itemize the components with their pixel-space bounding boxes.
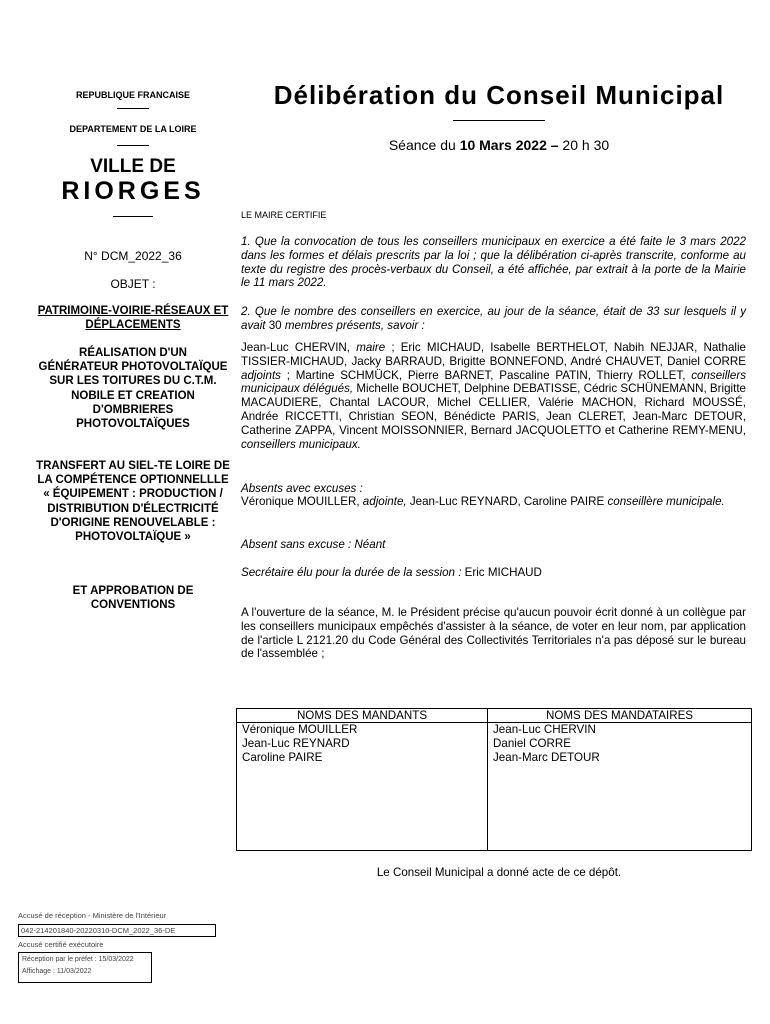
receipt-prefet: Réception par le préfet : 15/03/2022 — [22, 956, 134, 963]
divider — [30, 108, 236, 109]
presents-part: ; Eric MICHAUD, Isabelle BERTHELOT, Nabih NEJJAR, Nathalie TISSIER-MICHAUD, Jacky BARRAUD, Brigitte BONNEFOND, André CHAUVET, Daniel CORRE — [241, 341, 746, 368]
secretaire-name: Eric MICHAUD — [464, 566, 542, 579]
objet-subject-2: TRANSFERT AU SIEL-TE LOIRE DE LA COMPÉTENCE OPTIONNELLLE « ÉQUIPEMENT : PRODUCTION / DISTRIBUTION D'ÉLECTRICITÉ D'ORIGINE RENOUVELABLE : PHOTOVOLTAÏQUE » — [36, 460, 230, 544]
departement-label: DEPARTEMENT DE LA LOIRE — [69, 124, 197, 134]
absents-part: Véronique MOUILLER, — [241, 495, 363, 508]
presents-part: ; Martine SCHMÜCK, Pierre BARNET, Pascaline PATIN, Thierry ROLLET, — [280, 368, 692, 382]
presents-part: Jean-Luc CHERVIN, — [241, 341, 357, 354]
mandants-cell — [237, 723, 488, 851]
presents-list — [241, 341, 746, 451]
role-conseillere: conseillère municipale. — [607, 495, 725, 508]
header-mandants: NOMS DES MANDANTS — [237, 709, 488, 723]
ville-de-label: VILLE DE — [90, 156, 176, 177]
mandataire-name: Jean-Marc DETOUR — [493, 751, 600, 764]
role-delegues: conseillers municipaux délégués, — [241, 368, 746, 396]
mandataires-cell — [488, 723, 752, 851]
absents-label: Absents avec excuses : — [241, 482, 363, 495]
receipt-reference: 042-214201840-20220310-DCM_2022_36-DE — [18, 924, 216, 937]
absents-part: Jean-Luc REYNARD, Caroline PAIRE — [406, 495, 608, 508]
objet-subject-3: ET APPROBATION DE CONVENTIONS — [72, 585, 194, 612]
seance-prefix: Séance du — [388, 137, 460, 153]
role-maire: maire — [356, 341, 386, 354]
page-title: Délibération du Conseil Municipal — [273, 80, 725, 110]
divider — [30, 216, 236, 217]
receipt-dates — [18, 952, 152, 983]
seance-time: 20 h 30 — [558, 137, 610, 153]
acte-statement: Le Conseil Municipal a donné acte de ce dépôt. — [376, 866, 622, 879]
ville-name: RIORGES — [61, 177, 205, 205]
mandataire-name: Daniel CORRE — [493, 737, 571, 750]
header-mandataires: NOMS DES MANDATAIRES — [488, 709, 752, 723]
role-adjoints: adjoints — [241, 368, 281, 382]
presents-count-text: 2. Que le nombre des conseillers en exercice, au jour de la séance, était de 33 sur lesquels il y avait — [241, 305, 746, 332]
mandant-name: Jean-Luc REYNARD — [242, 737, 350, 750]
absents-list — [241, 495, 746, 509]
role-conseillers: conseillers municipaux. — [241, 437, 361, 451]
mandates-table-wrapper — [236, 708, 752, 851]
paragraph-ouverture: A l'ouverture de la séance, M. le Président précise qu'aucun pouvoir écrit donné à un collègue par les conseillers municipaux empêchés d'assister à la séance, de voter en leur nom, par application de l'article L 2121.20 du Code Général des Collectivités Territoriales n'a pas déposé sur le bureau de l'assemblée ; — [241, 606, 746, 661]
seance-date: 10 Mars 2022 – — [459, 137, 559, 153]
deliberation-number: N° DCM_2022_36 — [84, 249, 182, 263]
absent-sans-excuse: Absent sans excuse : Néant — [241, 538, 386, 551]
seance-line — [241, 137, 757, 153]
paragraph-presents-count — [241, 305, 746, 333]
mandates-table — [236, 708, 752, 851]
presents-part: Michelle BOUCHET, Delphine DEBATISSE, Cédric SCHÜNEMANN, Brigitte MACAUDIERE, Chantal LACOUR, Michel CELLIER, Valérie MACHON, Richard MOUSSÉ, Andrée RICCETTI, Christian SEON, Bénédicte PARIS, Jean CLERET, Jean-Marc DETOUR, Catherine ZAPPA, Vincent MOISSONNIER, Bernard JACQUOLETTO et Catherine REMY-MENU, — [241, 382, 746, 437]
receipt-affichage: Affichage : 11/03/2022 — [22, 968, 92, 975]
receipt-title: Accusé de réception - Ministère de l'Intérieur — [18, 911, 167, 920]
objet-category: PATRIMOINE-VOIRIE-RÉSEAUX ET DÉPLACEMENTS — [37, 305, 229, 331]
presents-count-tail: membres présents, savoir : — [284, 318, 425, 332]
mandataire-name: Jean-Luc CHERVIN — [493, 723, 596, 736]
republique-label: REPUBLIQUE FRANCAISE — [75, 90, 190, 100]
objet-subject-1: RÉALISATION D'UN GÉNÉRATEUR PHOTOVOLTAÏQUE SUR LES TOITURES DU C.T.M. NOBILE ET CREATION D'OMBRIERES PHOTOVOLTAÏQUES — [38, 347, 228, 431]
role-adjointe: adjointe, — [362, 495, 407, 508]
title-underline — [453, 120, 545, 121]
maire-certifie: LE MAIRE CERTIFIE — [241, 210, 327, 220]
receipt-executoire: Accusé certifié exécutoire — [18, 940, 104, 949]
presents-number: 30 — [265, 318, 285, 332]
paragraph-convocation: 1. Que la convocation de tous les conseillers municipaux en exercice a été faite le 3 mars 2022 dans les formes et délais prescrits par la loi ; que la délibération ci-après transcrite, conforme au texte du registre des procès-verbaux du Conseil, a été affichée, par extrait à la porte de la Mairie le 11 mars 2022. — [241, 235, 746, 290]
secretaire-line — [241, 566, 746, 580]
mandant-name: Véronique MOUILLER — [242, 723, 358, 736]
mandant-name: Caroline PAIRE — [242, 751, 323, 764]
divider — [30, 145, 236, 146]
objet-label: OBJET : — [110, 277, 156, 291]
secretaire-label: Secrétaire élu pour la durée de la session : — [241, 566, 465, 579]
